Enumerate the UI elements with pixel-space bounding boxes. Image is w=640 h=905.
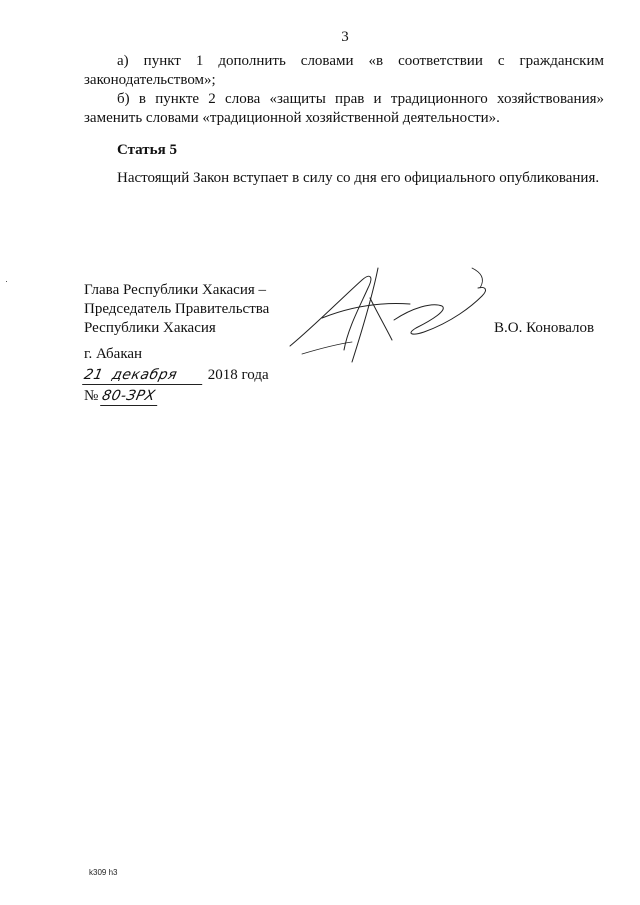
- date-day: 21: [82, 367, 105, 383]
- signatory-line-2: Председатель Правительства: [84, 301, 270, 317]
- signatory-title: [84, 281, 269, 338]
- page-number: 3: [341, 29, 349, 45]
- number-prefix: №: [84, 388, 99, 404]
- amendment-items: [84, 52, 604, 128]
- scan-speck: [6, 281, 7, 282]
- date-month: декабря: [110, 367, 179, 383]
- signing-date: [84, 366, 269, 385]
- handwritten-date: [82, 367, 206, 385]
- signatory-name: В.О. Коновалов: [494, 320, 595, 336]
- signatory-line-3: Республики Хакасия: [84, 320, 216, 336]
- item-a: а) пункт 1 дополнить словами «в соответствии с гражданским законодательством»;: [84, 53, 604, 88]
- law-number: [84, 387, 159, 406]
- signatory-line-1: Глава Республики Хакасия –: [84, 282, 267, 298]
- place-of-signing: г. Абакан: [84, 346, 143, 362]
- footer-code: k309 h3: [89, 868, 118, 877]
- date-year: 2018 года: [207, 367, 269, 383]
- handwritten-number: 80-ЗРХ: [100, 388, 161, 406]
- handwritten-signature: [282, 258, 494, 370]
- article-text: Настоящий Закон вступает в силу со дня его официального опубликования.: [117, 170, 600, 186]
- item-b: б) в пункте 2 слова «защиты прав и традиционного хозяйствования» заменить словами «традиционной хозяйственной деятельности».: [84, 91, 604, 126]
- article-body: [84, 169, 604, 188]
- article-heading: Статья 5: [117, 142, 177, 158]
